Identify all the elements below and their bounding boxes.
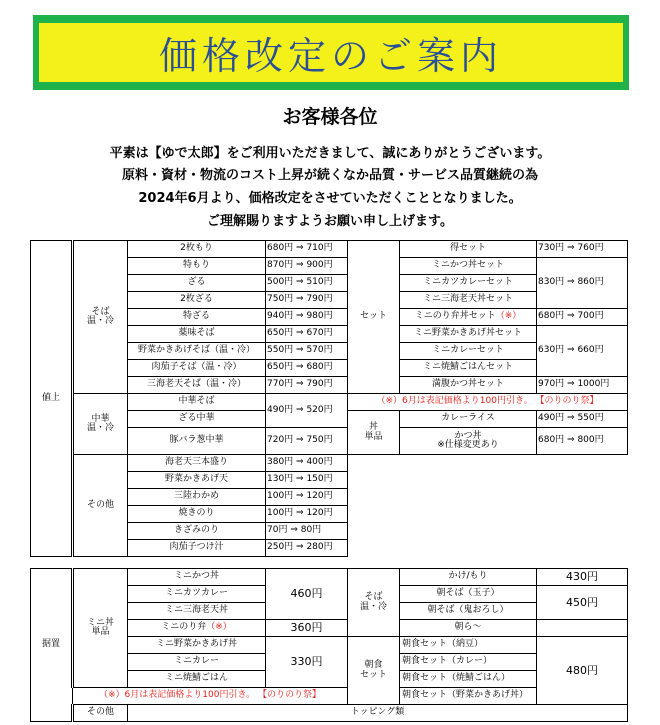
- menu-item: かつ丼 ※仕様変更あり: [400, 428, 537, 455]
- group-label-don: 丼 単品: [348, 411, 400, 455]
- menu-item: 特ざる: [128, 309, 266, 326]
- note-mark: （※）: [495, 311, 522, 322]
- group-label-soba-keep: そば 温・冷: [348, 569, 400, 637]
- price-change: 680円 ⇒ 800円: [537, 428, 628, 455]
- menu-item: ミニカツカレー: [128, 586, 266, 603]
- price-change: 970円 ⇒ 1000円: [537, 377, 628, 394]
- price: 460円: [266, 569, 348, 620]
- price-change: 630円 ⇒ 660円: [537, 326, 628, 377]
- menu-item: 肉茄子そば（温・冷）: [128, 360, 266, 377]
- menu-item: 満腹かつ丼セット: [400, 377, 537, 394]
- price-change: 250円 ⇒ 280円: [266, 540, 348, 557]
- menu-item: 中華そば: [128, 394, 266, 411]
- menu-item-label: ミニのり弁: [161, 622, 207, 633]
- price-change: 130円 ⇒ 150円: [266, 472, 348, 489]
- menu-item: 豚バラ葱中華: [128, 428, 266, 455]
- title-banner: [33, 15, 629, 90]
- price-change: 490円 ⇒ 520円: [266, 394, 348, 428]
- menu-item: 朝そば（鬼おろし）: [400, 603, 537, 620]
- menu-item: ミニ野菜かきあげ丼セット: [400, 326, 537, 343]
- menu-item: 野菜かきあげそば（温・冷）: [128, 343, 266, 360]
- menu-item: ミニ焼鯖ごはん: [128, 671, 266, 688]
- menu-item: 朝食セット（野菜かきあげ丼）: [400, 688, 537, 705]
- menu-item: ミニ三海老天丼: [128, 603, 266, 620]
- section-label-up: 値上: [31, 241, 73, 557]
- group-label-mini: ミニ丼 単品: [73, 569, 128, 688]
- greeting-line-1: 平素は【ゆで太郎】をご利用いただきまして、誠にありがとうございます。: [109, 146, 551, 161]
- price-change: 680円 ⇒ 710円: [266, 241, 348, 258]
- price-change: 750円 ⇒ 790円: [266, 292, 348, 309]
- group-label-chuka: 中華 温・冷: [73, 394, 128, 455]
- price-change: 870円 ⇒ 900円: [266, 258, 348, 275]
- menu-item: 2枚ざる: [128, 292, 266, 309]
- group-label-other-keep: その他: [73, 705, 128, 722]
- menu-item: ざる中華: [128, 411, 266, 428]
- group-label-set: セット: [348, 241, 400, 394]
- price-increase-table: [30, 240, 628, 557]
- price-change: 70円 ⇒ 80円: [266, 523, 348, 540]
- greeting-line-4: ご理解賜りますようお願い申し上げます。: [207, 214, 453, 229]
- section-label-keep: 据置: [31, 569, 73, 722]
- menu-item: 特もり: [128, 258, 266, 275]
- menu-item: ざる: [128, 275, 266, 292]
- note-mark: （※）: [206, 622, 232, 633]
- greeting-title: お客様各位: [282, 106, 378, 128]
- price-change: 650円 ⇒ 680円: [266, 360, 348, 377]
- price: 360円: [266, 620, 348, 637]
- menu-item: ミニかつ丼セット: [400, 258, 537, 275]
- menu-item: ミニ野菜かきあげ丼: [128, 637, 266, 654]
- group-label-soba: そば 温・冷: [73, 241, 128, 394]
- menu-item: 2枚もり: [128, 241, 266, 258]
- menu-item: カレーライス: [400, 411, 537, 428]
- menu-item: 朝食セット（カレー）: [400, 654, 537, 671]
- title-banner-inner: [39, 23, 623, 82]
- price: 450円: [537, 586, 628, 620]
- menu-item: 海老天三本盛り: [128, 455, 266, 472]
- empty-cell: [537, 620, 628, 637]
- menu-item: 焼きのり: [128, 506, 266, 523]
- menu-item-noriben-set: [400, 309, 537, 326]
- price-change: 730円 ⇒ 760円: [537, 241, 628, 258]
- menu-item: きざみのり: [128, 523, 266, 540]
- menu-item: 三海老天そば（温・冷）: [128, 377, 266, 394]
- menu-item-label: ミニのり弁丼セット: [414, 311, 496, 322]
- menu-item: 朝そば（玉子）: [400, 586, 537, 603]
- price-change: 940円 ⇒ 980円: [266, 309, 348, 326]
- menu-item: ミニカレーセット: [400, 343, 537, 360]
- menu-item: 朝ら～: [400, 620, 537, 637]
- menu-item: かけ/もり: [400, 569, 537, 586]
- group-label-other: その他: [73, 455, 128, 557]
- price-unchanged-table: [30, 568, 628, 722]
- menu-item: 朝食セット（焼鯖ごはん）: [400, 671, 537, 688]
- toppings-label: トッピング類: [128, 705, 628, 722]
- noriben-notice-keep: （※）6月は表記価格より100円引き。 【のりのり祭】: [73, 688, 348, 705]
- price: 430円: [537, 569, 628, 586]
- group-label-breakfast: 朝食 セット: [348, 637, 400, 705]
- menu-item-mini-noriben: [128, 620, 266, 637]
- price-change: 720円 ⇒ 750円: [266, 428, 348, 455]
- price: 480円: [537, 637, 628, 705]
- menu-item: ミニ焼鯖ごはんセット: [400, 360, 537, 377]
- price-change: 550円 ⇒ 570円: [266, 343, 348, 360]
- price-change: 490円 ⇒ 550円: [537, 411, 628, 428]
- price-change: 500円 ⇒ 510円: [266, 275, 348, 292]
- menu-item: ミニカツカレーセット: [400, 275, 537, 292]
- price-change: 680円 ⇒ 700円: [537, 309, 628, 326]
- price: 330円: [266, 637, 348, 688]
- price-change: 100円 ⇒ 120円: [266, 489, 348, 506]
- price-change: 830円 ⇒ 860円: [537, 258, 628, 309]
- menu-item: 朝食セット（納豆）: [400, 637, 537, 654]
- empty-area: [348, 455, 628, 557]
- noriben-notice: （※）6月は表記価格より100円引き。 【のりのり祭】: [348, 394, 628, 411]
- menu-item: 三陸わかめ: [128, 489, 266, 506]
- menu-item: ミニかつ丼: [128, 569, 266, 586]
- price-change: 650円 ⇒ 670円: [266, 326, 348, 343]
- menu-item: ミニ三海老天丼セット: [400, 292, 537, 309]
- price-change: 100円 ⇒ 120円: [266, 506, 348, 523]
- banner-title: 価格改定のご案内: [158, 34, 503, 78]
- menu-item: 得セット: [400, 241, 537, 258]
- menu-item: ミニカレー: [128, 654, 266, 671]
- price-change: 380円 ⇒ 400円: [266, 455, 348, 472]
- greeting-line-3: 2024年6月より、価格改定をさせていただくこととなりました。: [138, 191, 522, 206]
- menu-item: 薬味そば: [128, 326, 266, 343]
- menu-item: 野菜かきあげ天: [128, 472, 266, 489]
- menu-item: 肉茄子つけ汁: [128, 540, 266, 557]
- price-change: 770円 ⇒ 790円: [266, 377, 348, 394]
- greeting-line-2: 原料・資材・物流のコスト上昇が続くなか品質・サービス品質継続の為: [121, 168, 538, 183]
